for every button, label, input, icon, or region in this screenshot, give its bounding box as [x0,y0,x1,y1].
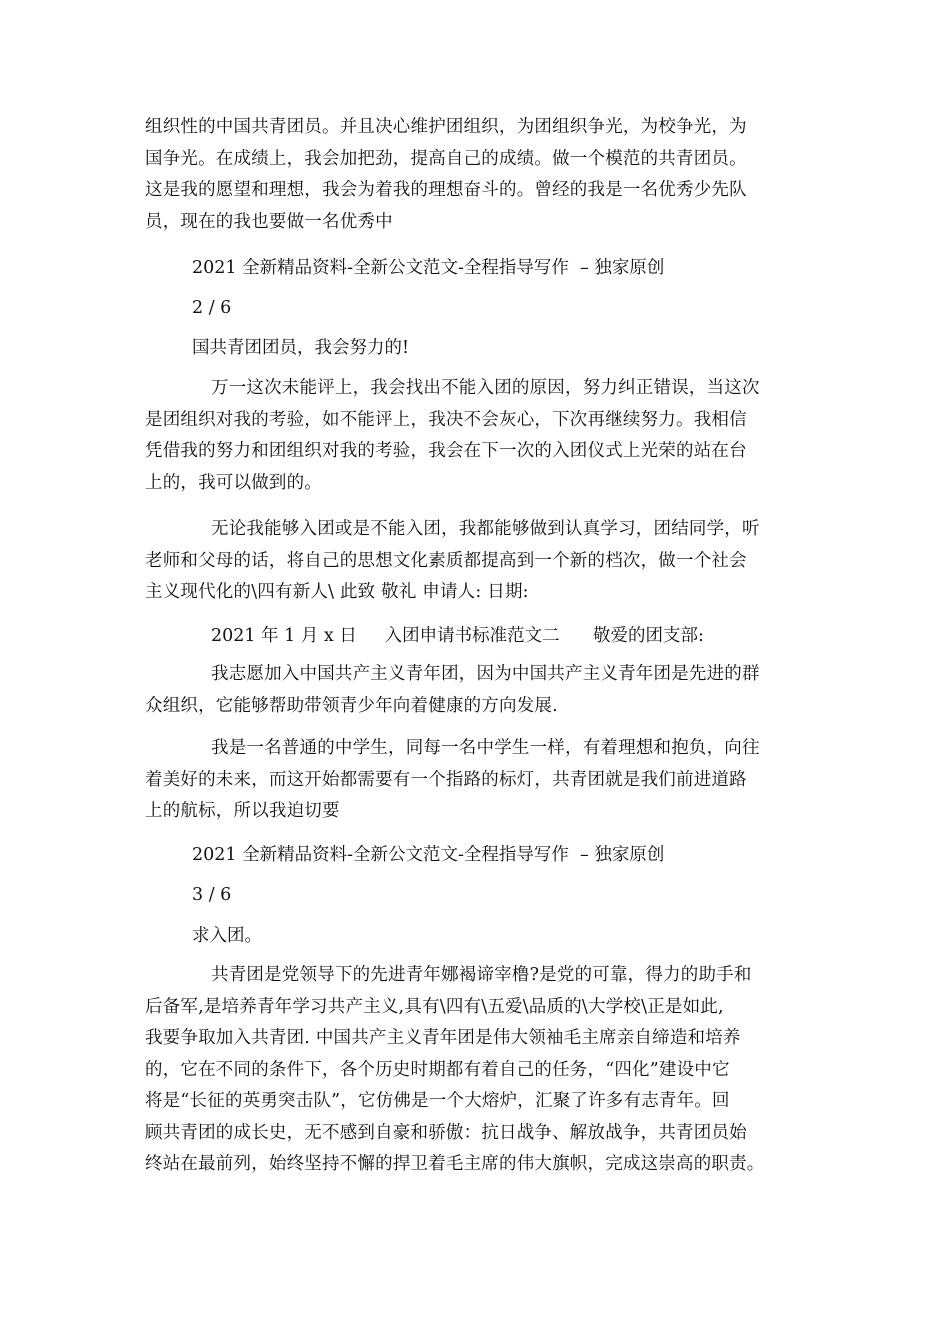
text-line: 的，它在不同的条件下，各个历史时期都有着自己的任务，“四化”建设中它 [145,1059,730,1080]
paragraph-continuation [145,112,825,238]
text-line: 着美好的未来，而这开始都需要有一个指路的标灯，共青团就是我们前进道路 [145,769,747,790]
text-line: 我是一名普通的中学生，同每一名中学生一样，有着理想和抱负，向往 [211,738,760,758]
page-footer-watermark: 2021 全新精品资料-全新公文范文-全程指导写作 – 独家原创 [192,845,665,865]
text-line: 终站在最前列，始终坚持不懈的捍卫着毛主席的伟大旗帜，完成这崇高的职责。 [145,1154,765,1174]
paragraph [145,514,825,609]
paragraph [145,659,825,722]
text-line: 上的，我可以做到的。 [145,472,322,493]
paragraph [145,960,825,1181]
text-line: 组织性的中国共青团员。并且决心维护团组织，为团组织争光，为校争光，为 [145,117,747,137]
paragraph-date-line: 2021 年 1 月 x 日 入团申请书标准范文二 敬爱的团支部: [211,626,704,646]
paragraph-start: 求入团。 [192,926,262,946]
text-line: 这是我的愿望和理想，我会为着我的理想奋斗的。曾经的我是一名优秀少先队 [145,180,747,200]
paragraph [145,733,825,828]
text-line: 员，现在的我也要做一名优秀中 [145,211,393,232]
text-line: 国争光。在成绩上，我会加把劲，提高自己的成绩。做一个模范的共青团员。 [145,148,747,169]
paragraph-start: 国共青团团员，我会努力的! [192,338,410,358]
text-line: 凭借我的努力和团组织对我的考验，我会在下一次的入团仪式上光荣的站在台 [145,441,747,461]
text-line: 众组织，它能够帮助带领青少年向着健康的方向发展. [145,695,558,716]
text-line: 无论我能够入团或是不能入团，我都能够做到认真学习，团结同学，听 [211,519,760,539]
text-line: 上的航标，所以我迫切要 [145,801,340,821]
text-line: 我要争取加入共青团. 中国共产主义青年团是伟大领袖毛主席亲自缔造和培养 [145,1028,741,1048]
paragraph [145,373,825,499]
text-line: 老师和父母的话，将自己的思想文化素质都提高到一个新的档次，做一个社会 [145,550,747,571]
page-number: 2 / 6 [192,298,232,318]
text-line: 万一这次未能评上，我会找出不能入团的原因，努力纠正错误，当这次 [211,378,760,398]
text-line: 是团组织对我的考验，如不能评上，我决不会灰心，下次再继续努力。我相信 [145,409,747,430]
text-line: 我志愿加入中国共产主义青年团，因为中国共产主义青年团是先进的群 [211,664,760,684]
text-line: 主义现代化的\四有新人\ 此致 敬礼 申请人: 日期: [145,582,529,602]
text-line: 将是“长征的英勇突击队”，它仿佛是一个大熔炉，汇聚了许多有志青年。回 [145,1091,730,1111]
text-line: 顾共青团的成长史，无不感到自豪和骄傲：抗日战争、解放战争，共青团员始 [145,1122,747,1143]
text-line: 后备军,是培养青年学习共产主义,具有\四有\五爱\品质的\大学校\正是如此, [145,996,724,1017]
text-line: 共青团是党领导下的先进青年娜褐谛宰橹?是党的可靠，得力的助手和 [211,965,752,985]
page-number: 3 / 6 [192,885,232,905]
page-footer-watermark: 2021 全新精品资料-全新公文范文-全程指导写作 – 独家原创 [192,258,665,278]
